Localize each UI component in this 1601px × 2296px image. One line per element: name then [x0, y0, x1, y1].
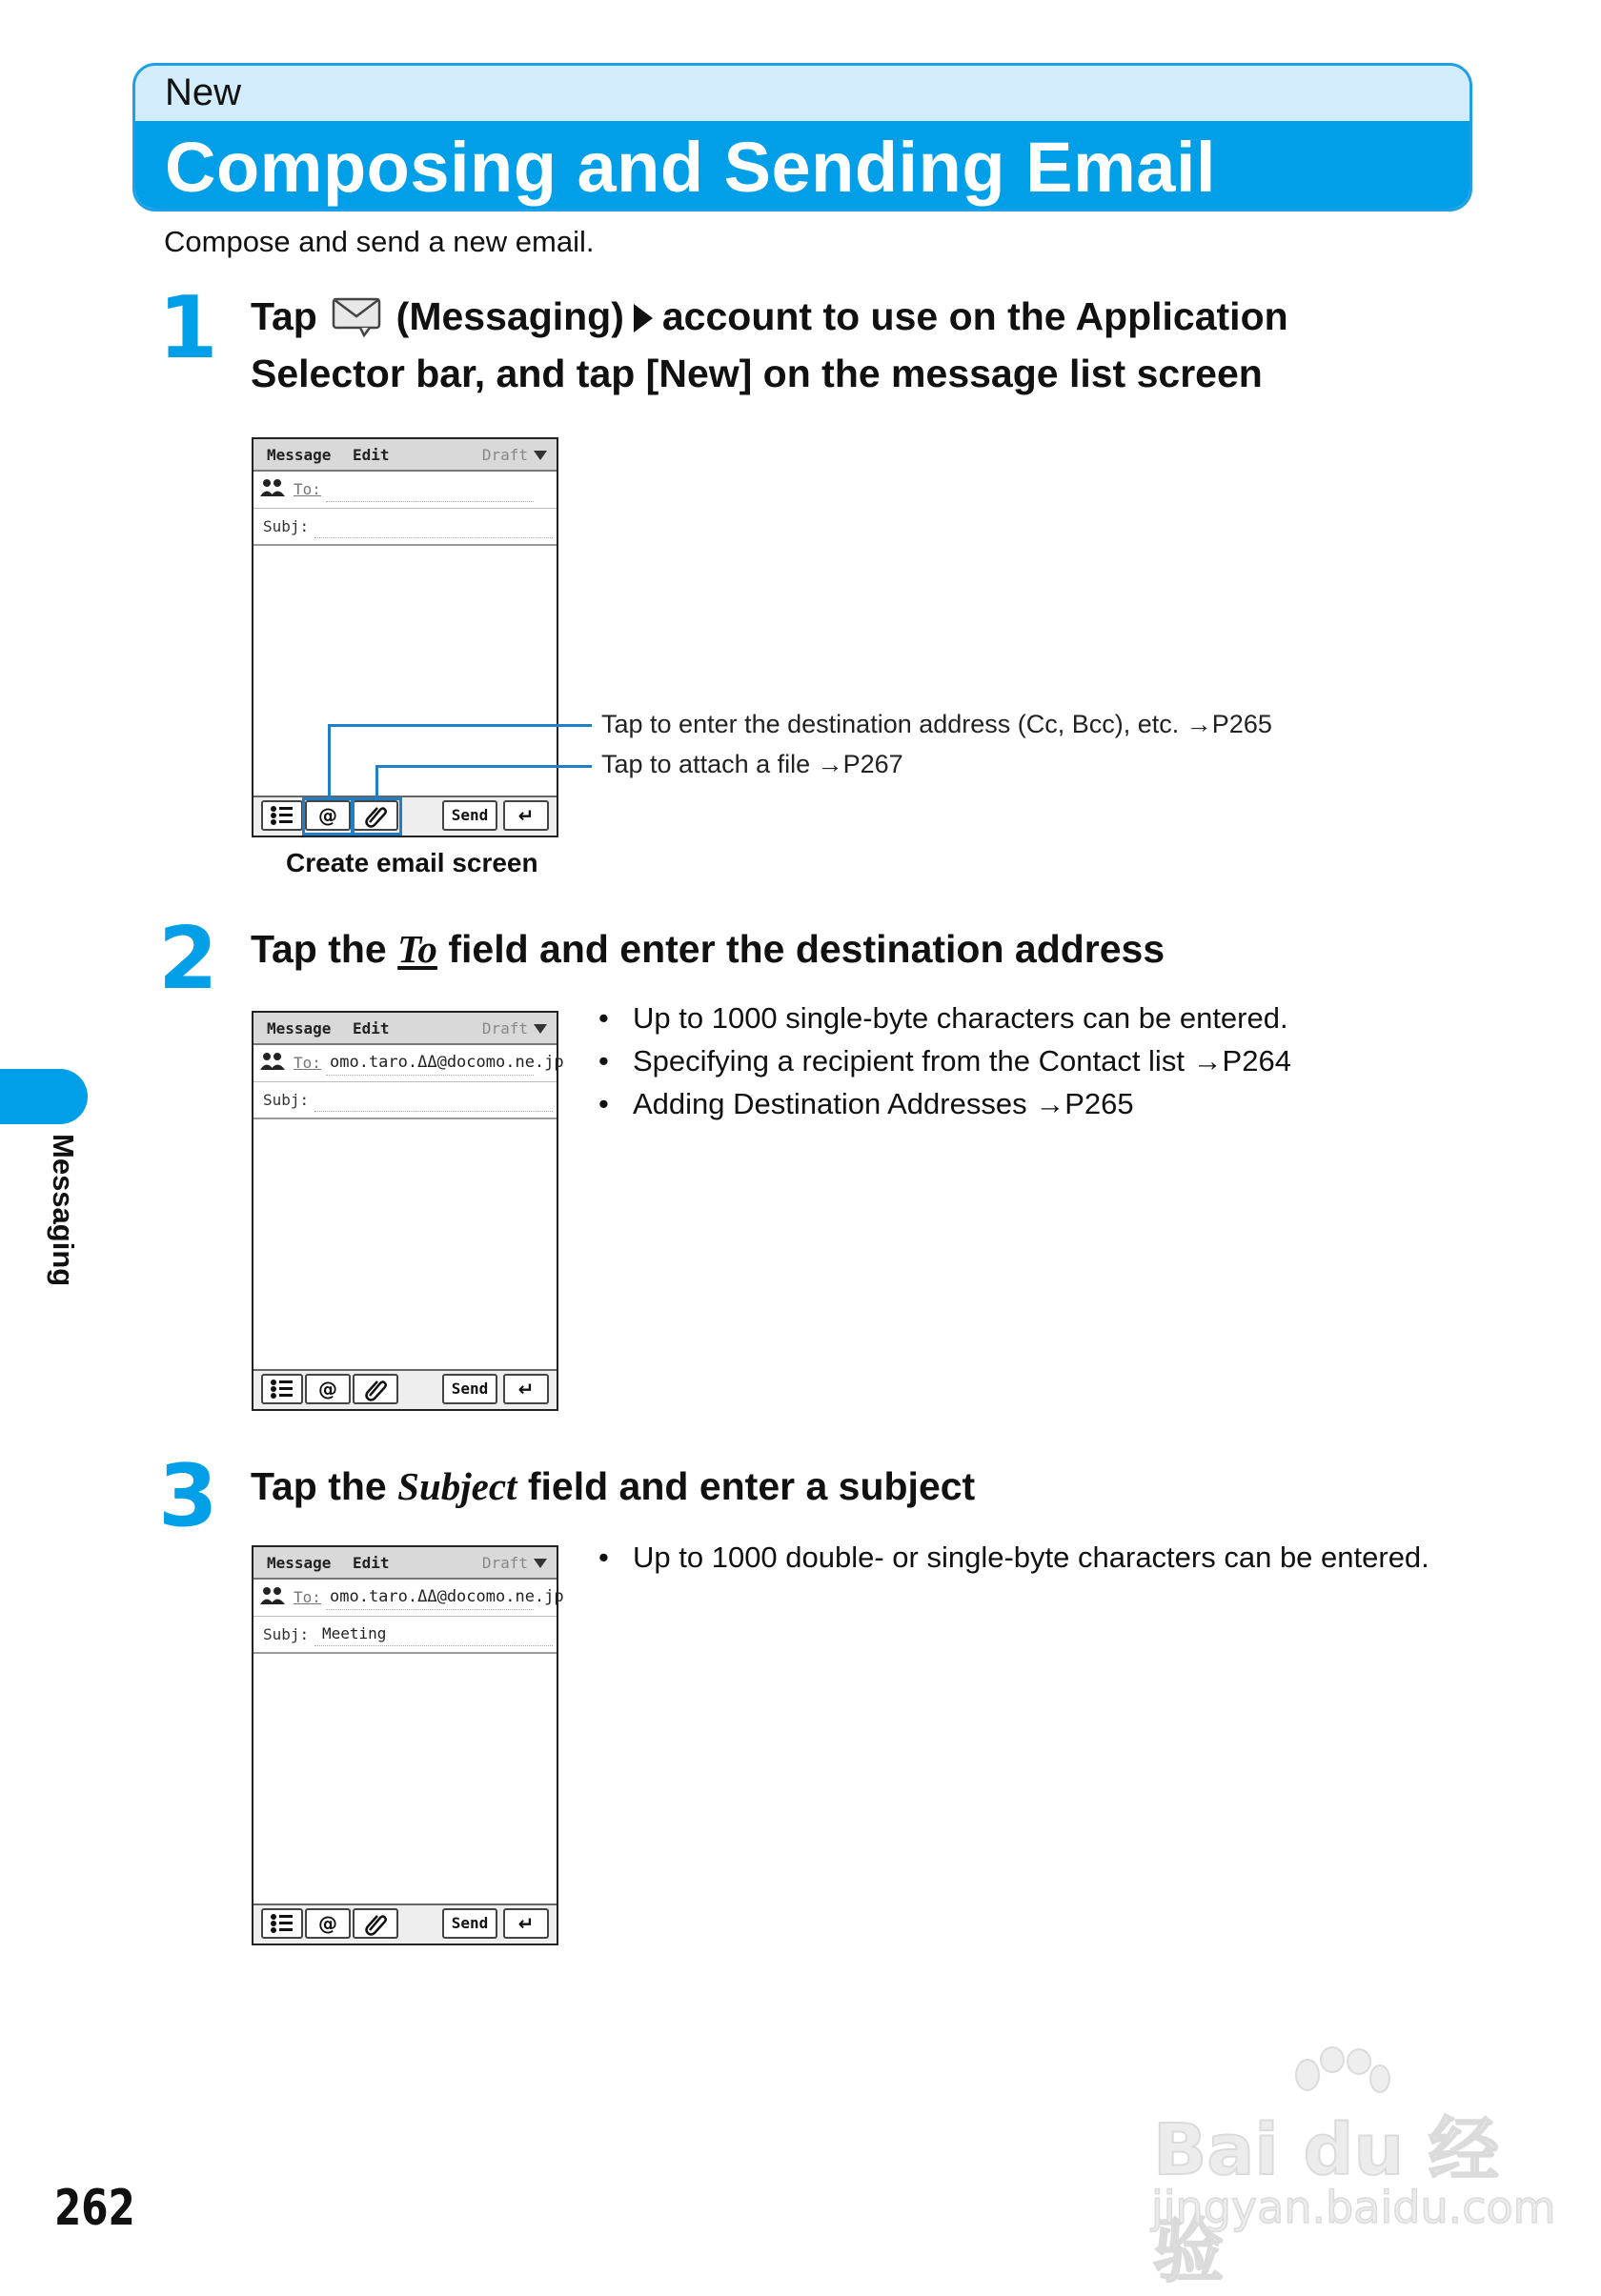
- messaging-icon: [332, 297, 381, 337]
- step-1-text-b: (Messaging): [395, 294, 624, 338]
- step-3-number: 3: [158, 1446, 218, 1546]
- step-2-bullets: [598, 997, 1504, 1125]
- bullet-item: • Up to 1000 single-byte characters can be entered.: [598, 997, 1504, 1039]
- phone-toolbar: [253, 1903, 557, 1944]
- to-field[interactable]: [253, 1578, 564, 1617]
- paperclip-icon: [362, 1911, 389, 1936]
- subject-field[interactable]: [253, 1616, 557, 1654]
- bullet-item[interactable]: • Specifying a recipient from the Contact list →P264: [598, 1039, 1504, 1082]
- list-button[interactable]: [261, 1374, 303, 1404]
- to-label[interactable]: To:: [294, 480, 321, 498]
- menu-draft[interactable]: Draft: [481, 446, 528, 464]
- step-3-text-b: field and enter a subject: [527, 1464, 976, 1508]
- step-2-text-b: field and enter the destination address: [448, 927, 1165, 971]
- step-2-heading: [251, 920, 1490, 977]
- address-button-highlight: [302, 797, 355, 836]
- page-title: Composing and Sending Email: [165, 128, 1217, 207]
- step-1-heading: [251, 288, 1490, 402]
- step-3-heading: [251, 1458, 1490, 1515]
- menu-draft[interactable]: Draft: [481, 1554, 528, 1572]
- subject-label: Subj:: [263, 517, 310, 535]
- list-icon: [269, 1912, 295, 1935]
- subject-field[interactable]: [253, 1081, 557, 1119]
- baidu-watermark: [1144, 2046, 1556, 2292]
- back-button[interactable]: ↵: [503, 1374, 549, 1404]
- intro-text: Compose and send a new email.: [164, 225, 595, 258]
- side-tab[interactable]: [0, 1069, 88, 1124]
- to-underline: [326, 1609, 534, 1610]
- bullet-item[interactable]: • Adding Destination Addresses →P265: [598, 1082, 1504, 1125]
- to-field[interactable]: [253, 470, 557, 509]
- list-button[interactable]: [261, 1908, 303, 1939]
- subject-underline: [314, 537, 553, 538]
- phone-screen-3: [252, 1545, 564, 1945]
- banner-tag: New: [165, 71, 242, 113]
- subject-label: Subj:: [263, 1625, 310, 1643]
- back-button[interactable]: ↵: [503, 800, 549, 831]
- watermark-line-1: Bai du 经验: [1153, 2109, 1499, 2292]
- step-3-text-a: Tap the: [251, 1464, 387, 1508]
- address-button[interactable]: @: [305, 1374, 351, 1404]
- phone-screen-1: [252, 437, 558, 837]
- subject-value[interactable]: Meeting: [322, 1624, 387, 1642]
- bullet-item: • Up to 1000 double- or single-byte characters can be entered.: [598, 1536, 1551, 1579]
- callout-line-vertical-2: [375, 765, 378, 799]
- people-icon[interactable]: [259, 1051, 286, 1072]
- send-button[interactable]: Send: [442, 1908, 497, 1939]
- address-button[interactable]: @: [305, 800, 351, 831]
- step-2-field-name: To: [397, 927, 437, 971]
- callout-line-vertical-1: [328, 724, 331, 799]
- to-underline: [326, 1075, 534, 1076]
- phone-toolbar: [253, 796, 557, 836]
- chevron-down-icon[interactable]: [534, 1559, 547, 1568]
- step-2-text-a: Tap the: [251, 927, 387, 971]
- banner-top: [135, 66, 1469, 121]
- phone-menu-bar: [253, 1547, 557, 1580]
- step-3-bullets: [598, 1536, 1551, 1579]
- menu-edit[interactable]: Edit: [353, 1554, 390, 1572]
- callout-line-horizontal-1: [328, 724, 592, 727]
- phone-toolbar: [253, 1369, 557, 1409]
- menu-edit[interactable]: Edit: [353, 1019, 390, 1037]
- address-button[interactable]: @: [305, 1908, 351, 1939]
- step-2-number: 2: [158, 909, 218, 1009]
- menu-message[interactable]: Message: [267, 1554, 332, 1572]
- to-label[interactable]: To:: [294, 1588, 321, 1606]
- to-label[interactable]: To:: [294, 1054, 321, 1072]
- attach-button[interactable]: [353, 1374, 398, 1404]
- arrow-right-icon: [634, 304, 653, 332]
- phone-menu-bar: [253, 439, 557, 472]
- subject-underline: [314, 1645, 553, 1646]
- back-button[interactable]: ↵: [503, 1908, 549, 1939]
- phone-screen-2: [252, 1011, 564, 1411]
- attach-button[interactable]: [353, 1908, 398, 1939]
- watermark-line-2: jingyan.baidu.com: [1151, 2182, 1556, 2233]
- step-1-number: 1: [158, 278, 218, 378]
- subject-label: Subj:: [263, 1091, 310, 1109]
- menu-message[interactable]: Message: [267, 1019, 332, 1037]
- list-icon: [269, 1378, 295, 1400]
- list-button[interactable]: [261, 800, 303, 831]
- step-3-field-name: Subject: [397, 1464, 517, 1508]
- step-1-text-a: Tap: [251, 294, 317, 338]
- to-value[interactable]: omo.taro.ΔΔ@docomo.ne.jp: [330, 1053, 564, 1072]
- send-button[interactable]: Send: [442, 800, 497, 831]
- subject-field[interactable]: [253, 508, 557, 546]
- side-tab-label: Messaging: [47, 1134, 80, 1287]
- people-icon[interactable]: [259, 1585, 286, 1606]
- callout-line-horizontal-2: [375, 765, 592, 768]
- phone-menu-bar: [253, 1013, 557, 1045]
- attach-button-highlight: [351, 797, 402, 836]
- list-icon: [269, 804, 295, 827]
- step-1-text-c: account to use on the Application: [661, 294, 1288, 338]
- to-underline: [326, 501, 534, 502]
- subject-underline: [314, 1111, 553, 1112]
- callout-attach: Tap to attach a file →P267: [601, 750, 903, 778]
- menu-message[interactable]: Message: [267, 446, 332, 464]
- send-button[interactable]: Send: [442, 1374, 497, 1404]
- paperclip-icon: [362, 1377, 389, 1401]
- screen-caption: Create email screen: [286, 848, 538, 877]
- to-field[interactable]: [253, 1043, 564, 1082]
- to-value[interactable]: omo.taro.ΔΔ@docomo.ne.jp: [330, 1587, 564, 1606]
- callout-address: Tap to enter the destination address (Cc, Bcc), etc. →P265: [601, 710, 1272, 738]
- step-1-text-d: Selector bar, and tap [New] on the message list screen: [251, 352, 1263, 395]
- chevron-down-icon[interactable]: [534, 1024, 547, 1034]
- menu-edit[interactable]: Edit: [353, 446, 390, 464]
- people-icon[interactable]: [259, 477, 286, 498]
- menu-draft[interactable]: Draft: [481, 1019, 528, 1037]
- title-banner: [132, 63, 1472, 211]
- chevron-down-icon[interactable]: [534, 451, 547, 460]
- page-number: 262: [54, 2180, 135, 2237]
